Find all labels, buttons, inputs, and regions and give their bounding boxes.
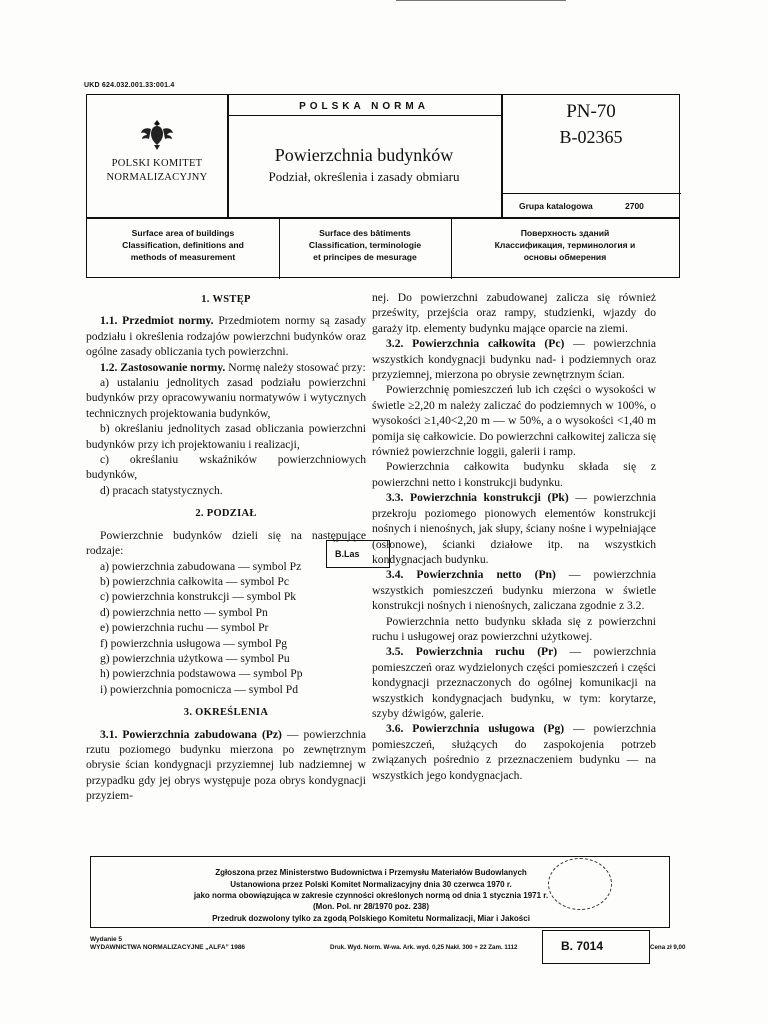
approval-line: Przedruk dozwolony tylko za zgodą Polskiego Komitetu Normalizacji, Miar i Jakości: [212, 914, 530, 923]
page-subtitle: Podział, określenia i zasady obmiaru: [268, 169, 460, 184]
list-item: e) powierzchnia ruchu — symbol Pr: [100, 621, 269, 635]
section-heading: 2. PODZIAŁ: [195, 508, 257, 520]
paragraph: Powierzchnię pomieszczeń lub ich części o wysokości w świetle ≥2,20 m należy zaliczać do podziemnych w 100%, o wysokości ≥1,40<2,20 m — w 50%, a o wysokości <1,40 m pomija się całkowicie. Do powierzchni całkowitej zalicza się również powierzchnie loggii, galerii i ramp.: [372, 383, 656, 459]
approval-line: Zgłoszona przez Ministerstwo Budownictwa i Przemysłu Materiałów Budowlanych: [215, 868, 527, 877]
column-right: [372, 290, 656, 783]
standard-code: B-02365: [559, 127, 623, 147]
polska-norma-label: POLSKA NORMA: [299, 101, 429, 112]
list-item: d) powierzchnia netto — symbol Pn: [100, 605, 268, 619]
paragraph-text: — powierzchnia wszystkich kondygnacji budynku nad- i podziemnych oraz przyziemnej, mierzona po obrysie zewnętrznym ścian.: [372, 337, 656, 382]
list-item: d) pracach statystycznych.: [100, 483, 223, 497]
list-item: a) ustalaniu jednolitych zasad podziału powierzchni budynków przy opracowywaniu normatywów i wytycznych technicznych projektowania budynków,: [86, 376, 366, 420]
paragraph-lead: 3.2. Powierzchnia całkowita (Pc): [386, 337, 565, 351]
translation-line: methods of measurement: [130, 252, 236, 262]
paragraph-text: Przedmiotem normy są zasady podziału i określenia rodzajów powierzchni budynków oraz ogólne zasady obliczania tych powierzchni.: [86, 314, 367, 359]
list-item: b) powierzchnia całkowita — symbol Pc: [100, 574, 289, 588]
list-item: c) powierzchnia konstrukcji — symbol Pk: [100, 590, 297, 604]
approval-line: Ustanowiona przez Polski Komitet Normalizacyjny dnia 30 czerwca 1970 r.: [230, 880, 512, 889]
paragraph: [86, 360, 366, 375]
translation-fr: [279, 227, 451, 263]
list-item: g) powierzchnia użytkowa — symbol Pu: [100, 651, 290, 665]
inventory-stamp: B. 7014: [542, 930, 650, 964]
list-item: b) określaniu jednolitych zasad obliczania powierzchni budynków przy ich projektowaniu i realizacji,: [86, 422, 366, 451]
paragraph-text: — powierzchnia przekroju poziomego pionowych elementów konstrukcji nośnych i nienośnych, jak słupy, ściany nośne i wypełniające (osłonowe), ścianki działowe itp. na wszystkich kondygnacjach budynku.: [372, 491, 656, 566]
section-heading: 1. WSTĘP: [201, 294, 251, 305]
standard-number: PN-70: [566, 101, 616, 122]
translation-line: Поверхность зданий: [520, 228, 610, 238]
paragraph: [372, 644, 656, 721]
committee-name-line: NORMALIZACYJNY: [106, 172, 208, 183]
committee-name-line: POLSKI KOMITET: [111, 158, 203, 169]
scan-artifact-line: [396, 0, 566, 1]
paragraph-lead: 3.5. Powierzchnia ruchu (Pr): [386, 645, 558, 659]
translation-line: Surface area of buildings: [131, 228, 235, 238]
paragraph-text: Normę należy stosować przy:: [225, 360, 366, 374]
paragraph: [372, 490, 656, 567]
translation-line: Classification, definitions and: [122, 240, 244, 250]
paragraph-text: — powierzchnia rzutu poziomego budynku mierzona po zewnętrznym obrysie ścian kondygnacji przyziemnej lub nadziemnej w przypadku gdy jej obrys występuje poza obrys kondygnacji przyziem-: [86, 727, 366, 803]
paragraph: [86, 313, 366, 359]
translation-en: [87, 227, 279, 263]
divider: [501, 193, 681, 194]
eagle-emblem-icon: [139, 117, 175, 153]
translation-line: основы обмерения: [523, 252, 607, 262]
paragraph-text: — powierzchnia pomieszczeń, służących do zaspokojenia potrzeb związanych pośrednio z przeznaczeniem budynku — na wszystkich jego kondygnacjach.: [372, 722, 656, 782]
paragraph-lead: 3.6. Powierzchnia usługowa (Pg): [386, 722, 565, 736]
page-title: Powierzchnia budynków: [274, 145, 454, 165]
publisher: WYDAWNICTWA NORMALIZACYJNE „ALFA” 1986: [90, 944, 246, 951]
price: Cena zł 9,00: [650, 944, 686, 951]
divider: [227, 115, 501, 116]
list-item: f) powierzchnia usługowa — symbol Pg: [100, 636, 288, 650]
paragraph-lead: 1.2. Zastosowanie normy.: [100, 360, 226, 374]
translation-line: Классификация, терминология и: [494, 240, 636, 250]
divider: [87, 217, 679, 219]
section-heading: 3. OKREŚLENIA: [183, 707, 269, 719]
paragraph-lead: 3.3. Powierzchnia konstrukcji (Pk): [386, 491, 569, 505]
paragraph: Powierzchnie budynków dzieli się na następujące rodzaje:: [86, 528, 366, 558]
approval-line: (Mon. Pol. nr 28/1970 poz. 238): [312, 902, 430, 911]
udk-code: UKD 624.032.001.33:001.4: [84, 82, 175, 89]
print-info: Druk. Wyd. Norm. W-wa. Ark. wyd. 0,25 Nakł. 300 + 22 Zam. 1112: [330, 944, 518, 951]
paragraph-text: — powierzchnia pomieszczeń oraz wydzielonych części pomieszczeń i części kondygnacji przeznaczonych do ogólnej komunikacji na wszystkich kondygnacjach budynku, w tym: korytarze, szyby dźwigów, galerie.: [372, 645, 656, 720]
list-item: h) powierzchnia podstawowa — symbol Pp: [100, 667, 303, 681]
list-item: i) powierzchnia pomocnicza — symbol Pd: [100, 682, 299, 696]
translation-ru: [451, 227, 679, 263]
paragraph: [372, 567, 656, 613]
paragraph: Powierzchnia całkowita budynku składa się z powierzchni netto i konstrukcji budynku.: [372, 460, 656, 489]
paragraph: [372, 721, 656, 783]
column-left: [86, 290, 366, 804]
paragraph-lead: 3.1. Powierzchnia zabudowana (Pz): [100, 727, 282, 741]
committee-block: [87, 95, 227, 217]
catalog-group-label: Grupa katalogowa: [519, 201, 593, 211]
translation-line: Surface des bâtiments: [319, 228, 411, 238]
approval-line: jako norma obowiązująca w zakresie czynności określonych normą od dnia 1 stycznia 1971 r.: [193, 891, 549, 900]
paragraph-lead: 1.1. Przedmiot normy.: [100, 314, 214, 328]
translation-line: et principes de mesurage: [313, 252, 417, 262]
paragraph-text: — powierzchnia wszystkich pomieszczeń budynku mierzona w świetle konstrukcji nośnych i nienośnych, zaliczana zgodnie z 3.2.: [372, 568, 657, 613]
edition-info: [90, 936, 245, 952]
round-seal-icon: [548, 858, 612, 910]
edition-number: Wydanie 5: [90, 936, 123, 943]
paragraph-lead: 3.4. Powierzchnia netto (Pn): [386, 568, 556, 582]
header-frame: [86, 94, 680, 278]
paragraph: [372, 336, 656, 382]
translation-line: Classification, terminologie: [308, 240, 422, 250]
catalog-group-value: 2700: [625, 201, 644, 211]
library-stamp: B.Las: [326, 540, 390, 568]
paragraph: [86, 727, 366, 804]
list-item: a) powierzchnia zabudowana — symbol Pz: [100, 559, 302, 573]
paragraph: Powierzchnia netto budynku składa się z powierzchni ruchu i usługowej oraz powierzchni użytkowej.: [372, 614, 656, 643]
paragraph: nej. Do powierzchni zabudowanej zalicza się również prześwity, przejścia oraz rampy, studzienki, wjazdy do garaży itp. elementy budynku mające oparcie na ziemi.: [372, 291, 656, 335]
list-item: c) określaniu wskaźników powierzchniowych budynków,: [86, 453, 366, 482]
